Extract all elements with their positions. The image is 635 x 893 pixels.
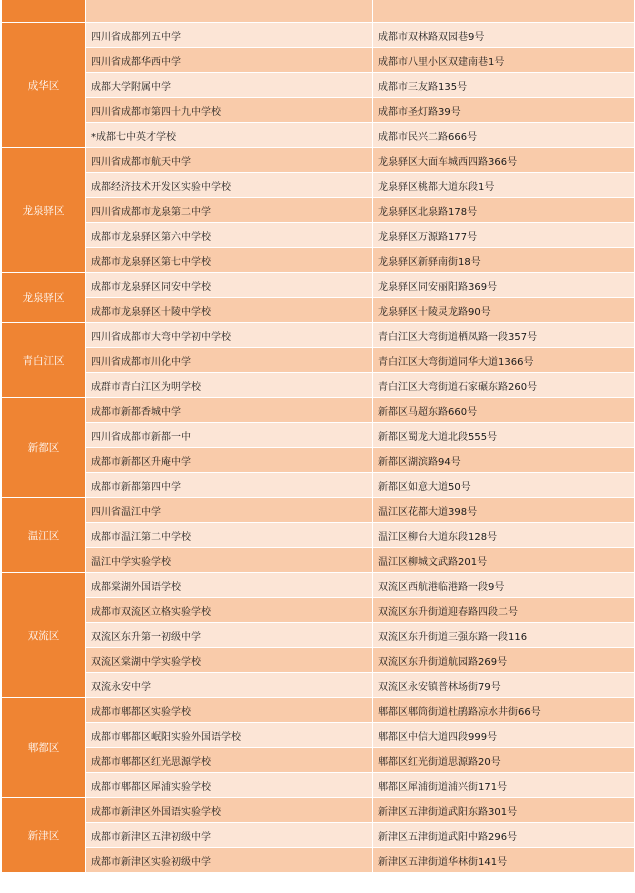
school-cell: 四川省成都市龙泉第二中学 bbox=[86, 198, 373, 223]
district-cell: 龙泉驿区 bbox=[2, 148, 86, 273]
address-cell: 双流区东升街道航园路269号 bbox=[373, 648, 635, 673]
district-cell: 双流区 bbox=[2, 573, 86, 698]
address-cell: 郫都区红光街道思源路20号 bbox=[373, 748, 635, 773]
address-cell: 新津区五津街道华林街141号 bbox=[373, 848, 635, 873]
table-row bbox=[2, 773, 635, 798]
table-row bbox=[2, 123, 635, 148]
address-cell: 成都市八里小区双建南巷1号 bbox=[373, 48, 635, 73]
address-cell: 龙泉驿区同安丽阳路369号 bbox=[373, 273, 635, 298]
school-table-body bbox=[2, 0, 635, 873]
school-cell: 成都市新都第四中学 bbox=[86, 473, 373, 498]
address-cell: 郫都区中信大道四段999号 bbox=[373, 723, 635, 748]
district-cell: 青白江区 bbox=[2, 323, 86, 398]
table-row bbox=[2, 98, 635, 123]
table-row bbox=[2, 648, 635, 673]
address-cell: 成都市民兴二路666号 bbox=[373, 123, 635, 148]
school-cell: 成都市郫都区岷阳实验外国语学校 bbox=[86, 723, 373, 748]
district-cell: 新津区 bbox=[2, 798, 86, 873]
district-cell: 新都区 bbox=[2, 398, 86, 498]
school-cell: 成都市郫都区实验学校 bbox=[86, 698, 373, 723]
district-cell bbox=[2, 0, 86, 23]
school-cell: 成都市龙泉驿区同安中学校 bbox=[86, 273, 373, 298]
address-cell: 龙泉驿区新驿南街18号 bbox=[373, 248, 635, 273]
school-cell: 双流永安中学 bbox=[86, 673, 373, 698]
school-cell: 四川省成都华西中学 bbox=[86, 48, 373, 73]
table-row bbox=[2, 398, 635, 423]
address-cell: 龙泉驿区大面车城西四路366号 bbox=[373, 148, 635, 173]
table-row bbox=[2, 273, 635, 298]
address-cell: 新津区五津街道武阳东路301号 bbox=[373, 798, 635, 823]
table-row bbox=[2, 523, 635, 548]
table-row bbox=[2, 423, 635, 448]
address-cell: 双流区永安镇普林场街79号 bbox=[373, 673, 635, 698]
address-cell bbox=[373, 0, 635, 23]
district-cell: 龙泉驿区 bbox=[2, 273, 86, 323]
table-row bbox=[2, 673, 635, 698]
school-cell: 成都市龙泉驿区第六中学校 bbox=[86, 223, 373, 248]
address-cell: 青白江区大弯街道同华大道1366号 bbox=[373, 348, 635, 373]
table-row bbox=[2, 173, 635, 198]
table-row bbox=[2, 598, 635, 623]
school-cell: 成都市双流区立格实验学校 bbox=[86, 598, 373, 623]
table-row bbox=[2, 748, 635, 773]
table-row bbox=[2, 723, 635, 748]
address-cell: 双流区西航港临港路一段9号 bbox=[373, 573, 635, 598]
school-cell: 成都市新津区外国语实验学校 bbox=[86, 798, 373, 823]
school-cell: 成群市青白江区为明学校 bbox=[86, 373, 373, 398]
school-cell: 双流区东升第一初级中学 bbox=[86, 623, 373, 648]
address-cell: 新都区如意大道50号 bbox=[373, 473, 635, 498]
address-cell: 双流区东升街道迎春路四段二号 bbox=[373, 598, 635, 623]
address-cell: 成都市圣灯路39号 bbox=[373, 98, 635, 123]
table-row bbox=[2, 848, 635, 873]
address-cell: 龙泉驿区北泉路178号 bbox=[373, 198, 635, 223]
address-cell: 新都区马超东路660号 bbox=[373, 398, 635, 423]
school-cell: 温江中学实验学校 bbox=[86, 548, 373, 573]
address-cell: 郫都区郫筒街道杜鹃路凉水井街66号 bbox=[373, 698, 635, 723]
address-cell: 温江区柳台大道东段128号 bbox=[373, 523, 635, 548]
district-cell: 温江区 bbox=[2, 498, 86, 573]
address-cell: 双流区东升街道三强东路一段116 bbox=[373, 623, 635, 648]
school-cell: 成都市新津区五津初级中学 bbox=[86, 823, 373, 848]
table-row bbox=[2, 473, 635, 498]
table-row bbox=[2, 23, 635, 48]
address-cell: 新津区五津街道武阳中路296号 bbox=[373, 823, 635, 848]
school-cell: 成都市龙泉驿区十陵中学校 bbox=[86, 298, 373, 323]
table-row bbox=[2, 548, 635, 573]
address-cell: 新都区湖滨路94号 bbox=[373, 448, 635, 473]
address-cell: 成都市三友路135号 bbox=[373, 73, 635, 98]
table-row bbox=[2, 348, 635, 373]
address-cell: 新都区蜀龙大道北段555号 bbox=[373, 423, 635, 448]
district-cell: 成华区 bbox=[2, 23, 86, 148]
district-cell: 郫都区 bbox=[2, 698, 86, 798]
table-top-row bbox=[2, 0, 635, 23]
table-row bbox=[2, 198, 635, 223]
address-cell: 成都市双林路双园巷9号 bbox=[373, 23, 635, 48]
table-row bbox=[2, 48, 635, 73]
school-cell: 四川省温江中学 bbox=[86, 498, 373, 523]
school-cell bbox=[86, 0, 373, 23]
school-cell: 成都大学附属中学 bbox=[86, 73, 373, 98]
table-row bbox=[2, 323, 635, 348]
address-cell: 温江区柳城文武路201号 bbox=[373, 548, 635, 573]
school-cell: 成都市新津区实验初级中学 bbox=[86, 848, 373, 873]
table-row bbox=[2, 148, 635, 173]
school-cell: 四川省成都市大弯中学初中学校 bbox=[86, 323, 373, 348]
address-cell: 龙泉驿区十陵灵龙路90号 bbox=[373, 298, 635, 323]
table-row bbox=[2, 698, 635, 723]
table-row bbox=[2, 373, 635, 398]
school-cell: 成都棠湖外国语学校 bbox=[86, 573, 373, 598]
table-row bbox=[2, 798, 635, 823]
table-row bbox=[2, 498, 635, 523]
school-cell: 成都市郫都区犀浦实验学校 bbox=[86, 773, 373, 798]
school-cell: 成都经济技术开发区实验中学校 bbox=[86, 173, 373, 198]
school-cell: 四川省成都列五中学 bbox=[86, 23, 373, 48]
school-cell: 四川省成都市航天中学 bbox=[86, 148, 373, 173]
school-cell: 成都市龙泉驿区第七中学校 bbox=[86, 248, 373, 273]
school-cell: 双流区棠湖中学实验学校 bbox=[86, 648, 373, 673]
school-table bbox=[1, 0, 635, 873]
address-cell: 青白江区大弯街道栖凤路一段357号 bbox=[373, 323, 635, 348]
table-row bbox=[2, 823, 635, 848]
address-cell: 龙泉驿区万源路177号 bbox=[373, 223, 635, 248]
table-row bbox=[2, 448, 635, 473]
school-cell: 成都市温江第二中学校 bbox=[86, 523, 373, 548]
address-cell: 温江区花都大道398号 bbox=[373, 498, 635, 523]
table-row bbox=[2, 573, 635, 598]
school-cell: *成都七中英才学校 bbox=[86, 123, 373, 148]
table-row bbox=[2, 223, 635, 248]
school-cell: 四川省成都市川化中学 bbox=[86, 348, 373, 373]
address-cell: 郫都区犀浦街道浦兴街171号 bbox=[373, 773, 635, 798]
address-cell: 青白江区大弯街道石家碾东路260号 bbox=[373, 373, 635, 398]
school-cell: 四川省成都市新都一中 bbox=[86, 423, 373, 448]
school-cell: 成都市新都区升庵中学 bbox=[86, 448, 373, 473]
table-row bbox=[2, 623, 635, 648]
school-cell: 成都市郫都区红光思源学校 bbox=[86, 748, 373, 773]
table-row bbox=[2, 248, 635, 273]
table-row bbox=[2, 73, 635, 98]
table-row bbox=[2, 298, 635, 323]
school-cell: 四川省成都市第四十九中学校 bbox=[86, 98, 373, 123]
address-cell: 龙泉驿区桃都大道东段1号 bbox=[373, 173, 635, 198]
school-cell: 成都市新都香城中学 bbox=[86, 398, 373, 423]
